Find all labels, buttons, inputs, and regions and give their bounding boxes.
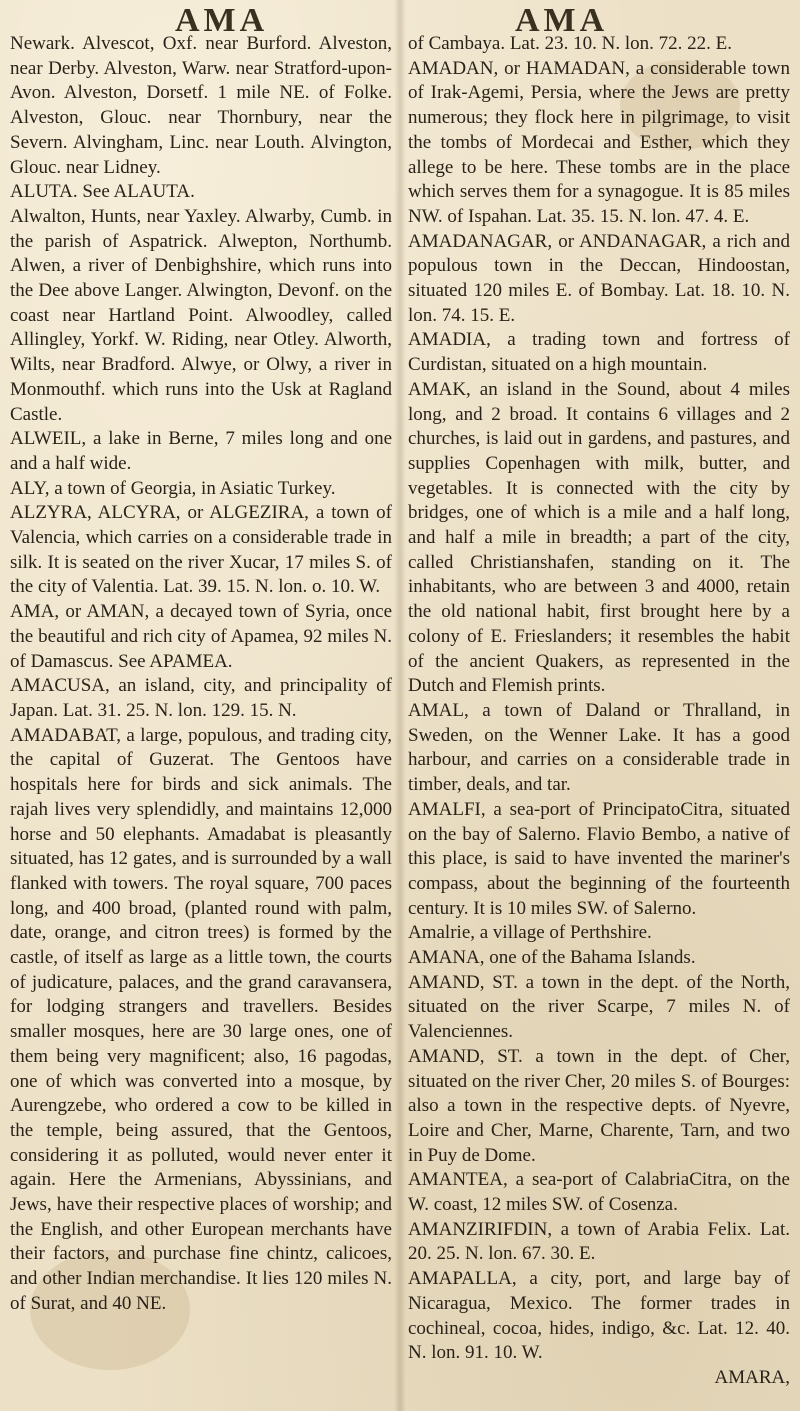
dictionary-entry: AMAPALLA, a city, port, and large bay of Nicaragua, Mexico. The former trades in cochineal, cocoa, hides, indigo, &c. Lat. 12. 40. N. lon. 91. 10. W. <box>408 1268 790 1364</box>
dictionary-entry: AMA, or AMAN, a decayed town of Syria, once the beautiful and rich city of Apamea, 92 miles N. of Damascus. See APAMEA. <box>10 601 392 672</box>
dictionary-entry: AMAL, a town of Daland or Thralland, in Sweden, on the Wenner Lake. It has a good harbour, and carries on a considerable trade in timber, deals, and tar. <box>408 699 790 796</box>
dictionary-entry: AMARA, <box>714 1366 790 1388</box>
left-guide-word: AMA <box>175 2 269 39</box>
dictionary-entry: AMANZIRIFDIN, a town of Arabia Felix. Lat. 20. 25. N. lon. 67. 30. E. <box>408 1218 790 1265</box>
dictionary-entry: Alwalton, Hunts, near Yaxley. Alwarby, Cumb. in the parish of Aspatrick. Alwepton, Northumb. Alwen, a river of Denbighshire, which runs into the Dee above Langer. Alwington, Devonf. on the coast near Hartland Point. Alwoodley, called Allingley, Yorkf. W. Riding, near Otley. Alworth, Wilts, near Bradford. Alwye, or Olwy, a river in Monmouthf. which runs into the Usk at Ragland Castle. <box>10 205 392 425</box>
right-column <box>408 32 790 1391</box>
dictionary-entry: AMADANAGAR, or ANDANAGAR, a rich and populous town in the Deccan, Hindoostan, situated 120 miles E. of Bombay. Lat. 18. 10. N. lon. 74. 15. E. <box>408 230 790 326</box>
dictionary-entry: AMADIA, a trading town and fortress of Curdistan, situated on a high mountain. <box>408 329 790 376</box>
dictionary-entry: AMANA, one of the Bahama Islands. <box>408 947 696 969</box>
right-guide-word: AMA <box>515 2 609 39</box>
dictionary-entry: Amalrie, a village of Perthshire. <box>408 922 652 944</box>
dictionary-entry: ALWEIL, a lake in Berne, 7 miles long and one and a half wide. <box>10 428 392 474</box>
dictionary-entry: AMACUSA, an island, city, and principality of Japan. Lat. 31. 25. N. lon. 129. 15. N. <box>10 675 392 721</box>
left-column <box>10 32 392 1317</box>
gutter-shadow <box>394 0 406 1411</box>
dictionary-entry: AMANTEA, a sea-port of CalabriaCitra, on the W. coast, 12 miles SW. of Cosenza. <box>408 1169 790 1216</box>
dictionary-entry: ALUTA. See ALAUTA. <box>10 181 195 203</box>
dictionary-entry: ALZYRA, ALCYRA, or ALGEZIRA, a town of Valencia, which carries on a considerable trade in silk. It is seated on the river Xucar, 17 miles S. of the city of Valentia. Lat. 39. 15. N. lon. o. 10. W. <box>10 502 392 598</box>
dictionary-entry: AMAND, ST. a town in the dept. of Cher, situated on the river Cher, 20 miles S. of Bourges: also a town in the respective depts. of Nyevre, Loire and Cher, Marne, Charente, Tarn, and two in Puy de Dome. <box>408 1045 790 1166</box>
dictionary-entry: AMADABAT, a large, populous, and trading city, the capital of Guzerat. The Gentoos have hospitals here for birds and sick animals. The rajah lives very splendidly, and maintains 12,000 horse and 50 elephants. Amadabat is pleasantly situated, has 12 gates, and is surrounded by a wall flanked with towers. The royal square, 700 paces long, and 400 broad, (planted round with palm, date, orange, and citron trees) is formed by the castle, of itself as large as a little town, the courts of judicature, palaces, and the grand caravansera, for lodging strangers and travellers. Besides smaller mosques, here are 30 large ones, one of them being very magnificent; also, 16 pagodas, one of which was converted into a mosque, by Aurengzebe, who ordered a cow to be killed in the temple, being assured, that the Gentoos, considering it as polluted, would never enter it again. Here the Armenians, Abyssinians, and Jews, have their respective places of worship; and the English, and other European merchants have their factors, and purchase fine chintz, calicoes, and other Indian merchandise. It lies 120 miles N. of Surat, and 40 NE. <box>10 724 392 1314</box>
dictionary-entry: of Cambaya. Lat. 23. 10. N. lon. 72. 22. E. <box>408 33 733 54</box>
dictionary-entry: Newark. Alvescot, Oxf. near Burford. Alveston, near Derby. Alveston, Warw. near Stratford-upon-Avon. Alveston, Dorsetf. 1 mile NE. of Folke. Alveston, Glouc. near Thornbury, near the Severn. Alvingham, Linc. near Louth. Alvington, Glouc. near Lidney. <box>10 33 392 178</box>
dictionary-entry: ALY, a town of Georgia, in Asiatic Turkey. <box>10 477 336 499</box>
dictionary-entry: AMAND, ST. a town in the dept. of the North, situated on the river Scarpe, 7 miles N. of Valenciennes. <box>408 971 790 1043</box>
dictionary-entry: AMADAN, or HAMADAN, a considerable town of Irak-Agemi, Persia, where the Jews are pretty numerous; they flock here in pilgrimage, to visit the tombs of Mordecai and Esther, which they allege to be here. These tombs are in the place which serves them for a synagogue. It is 85 miles NW. of Ispahan. Lat. 35. 15. N. lon. 47. 4. E. <box>408 57 790 227</box>
dictionary-entry: AMAK, an island in the Sound, about 4 miles long, and 2 broad. It contains 6 villages and 2 churches, is laid out in gardens, and pastures, and supplies Copenhagen with milk, butter, and vegetables. It is connected with the city by bridges, one of which is a mile and a half long, and half a mile in breadth; a part of the city, called Christianshafen, standing on it. The inhabitants, who are between 3 and 4000, retain the old national habit, first brought here by a colony of E. Frieslanders; it resembles the habit of the ancient Quakers, as represented in the Dutch and Flemish prints. <box>408 378 790 697</box>
dictionary-entry: AMALFI, a sea-port of PrincipatoCitra, situated on the bay of Salerno. Flavio Bembo, a native of this place, is said to have invented the mariner's compass, about the beginning of the fourteenth century. It is 10 miles SW. of Salerno. <box>408 798 790 919</box>
